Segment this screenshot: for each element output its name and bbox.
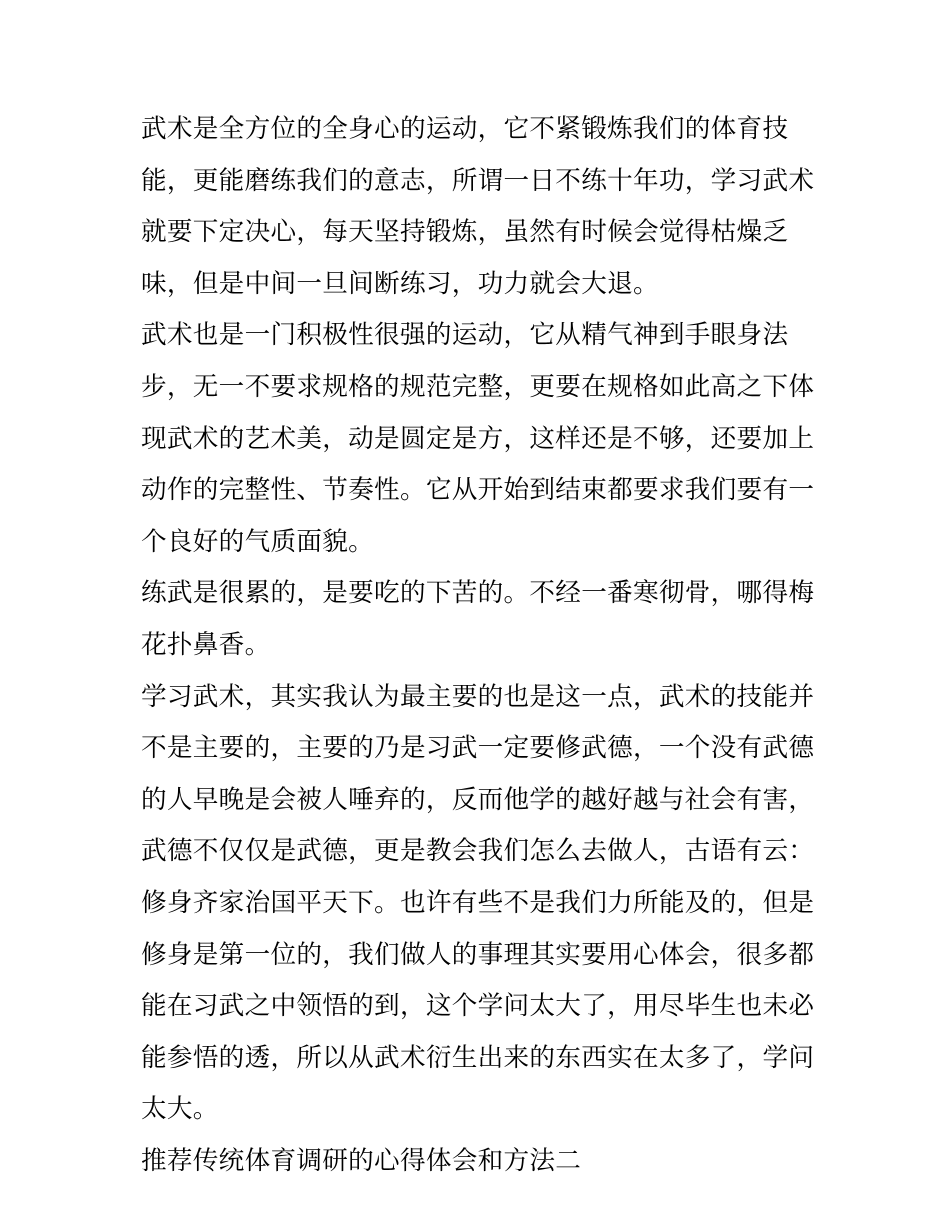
paragraph-3: 练武是很累的，是要吃的下苦的。不经一番寒彻骨，哪得梅花扑鼻香。	[141, 578, 815, 660]
section-heading: 推荐传统体育调研的心得体会和方法二	[141, 1145, 582, 1176]
paragraph-2: 武术也是一门积极性很强的运动，它从精气神到手眼身法步，无一不要求规格的规范完整，更要在规格如此高之下体现武术的艺术美，动是圆定是方，这样还是不够，还要加上动作的完整性、节奏性。它从开始到结束都要求我们要有一个良好的气质面貌。	[141, 320, 815, 557]
paragraph-4: 学习武术，其实我认为最主要的也是这一点，武术的技能并不是主要的，主要的乃是习武一定要修武德，一个没有武德的人早晚是会被人唾弃的，反而他学的越好越与社会有害，武德不仅仅是武德，更是教会我们怎么去做人，古语有云：修身齐家治国平天下。也许有些不是我们力所能及的，但是修身是第一位的，我们做人的事理其实要用心体会，很多都能在习武之中领悟的到，这个学问太大了，用尽毕生也未必能参悟的透，所以从武术衍生出来的东西实在太多了，学问太大。	[141, 681, 815, 1125]
paragraph-1: 武术是全方位的全身心的运动，它不紧锻炼我们的体育技能，更能磨练我们的意志，所谓一日不练十年功，学习武术就要下定决心，每天坚持锻炼，虽然有时候会觉得枯燥乏味，但是中间一旦间断练习，功力就会大退。	[141, 114, 815, 299]
document-body	[141, 104, 821, 1187]
